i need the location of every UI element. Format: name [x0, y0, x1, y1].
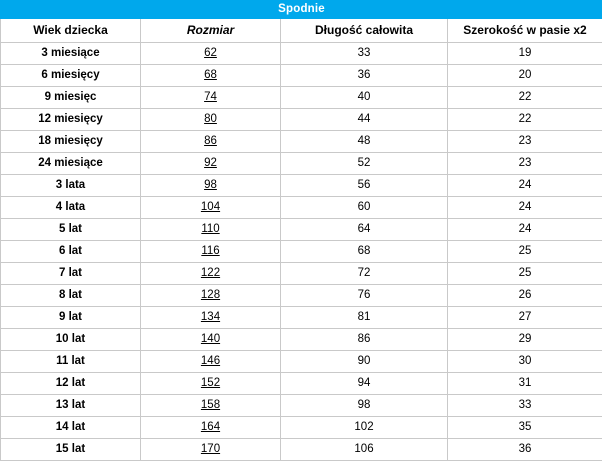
cell-waist: 26: [448, 285, 602, 307]
table-row: [1, 43, 602, 65]
column-header-size: Rozmiar: [141, 19, 281, 43]
cell-length: 94: [281, 373, 448, 395]
cell-size: 146: [141, 351, 281, 373]
cell-age: 6 lat: [1, 241, 141, 263]
cell-age: 7 lat: [1, 263, 141, 285]
cell-length: 60: [281, 197, 448, 219]
cell-size: 128: [141, 285, 281, 307]
cell-age: 6 miesięcy: [1, 65, 141, 87]
cell-length: 44: [281, 109, 448, 131]
cell-age: 8 lat: [1, 285, 141, 307]
table-row: [1, 263, 602, 285]
cell-waist: 24: [448, 219, 602, 241]
cell-waist: 24: [448, 197, 602, 219]
cell-age: 4 lata: [1, 197, 141, 219]
cell-waist: 22: [448, 87, 602, 109]
cell-waist: 35: [448, 417, 602, 439]
cell-waist: 25: [448, 263, 602, 285]
cell-size: 98: [141, 175, 281, 197]
cell-length: 72: [281, 263, 448, 285]
cell-size: 170: [141, 439, 281, 461]
cell-waist: 36: [448, 439, 602, 461]
column-header-waist: Szerokość w pasie x2: [448, 19, 602, 43]
cell-length: 102: [281, 417, 448, 439]
cell-waist: 33: [448, 395, 602, 417]
cell-length: 86: [281, 329, 448, 351]
table-row: [1, 285, 602, 307]
column-header-length: Długość całowita: [281, 19, 448, 43]
cell-waist: 31: [448, 373, 602, 395]
cell-size: 74: [141, 87, 281, 109]
cell-age: 15 lat: [1, 439, 141, 461]
cell-age: 9 lat: [1, 307, 141, 329]
cell-size: 86: [141, 131, 281, 153]
cell-length: 56: [281, 175, 448, 197]
table-row: [1, 329, 602, 351]
table-title-row: [1, 1, 602, 19]
cell-age: 10 lat: [1, 329, 141, 351]
table-row: [1, 109, 602, 131]
table-row: [1, 87, 602, 109]
cell-length: 64: [281, 219, 448, 241]
cell-length: 76: [281, 285, 448, 307]
cell-age: 12 miesięcy: [1, 109, 141, 131]
cell-length: 33: [281, 43, 448, 65]
cell-size: 116: [141, 241, 281, 263]
cell-waist: 27: [448, 307, 602, 329]
cell-size: 104: [141, 197, 281, 219]
cell-size: 80: [141, 109, 281, 131]
table-row: [1, 307, 602, 329]
cell-size: 110: [141, 219, 281, 241]
table-row: [1, 241, 602, 263]
cell-size: 140: [141, 329, 281, 351]
cell-length: 68: [281, 241, 448, 263]
cell-waist: 24: [448, 175, 602, 197]
table-row: [1, 373, 602, 395]
cell-size: 122: [141, 263, 281, 285]
cell-age: 24 miesiące: [1, 153, 141, 175]
cell-age: 3 miesiące: [1, 43, 141, 65]
cell-age: 3 lata: [1, 175, 141, 197]
cell-waist: 23: [448, 153, 602, 175]
table-row: [1, 153, 602, 175]
table-row: [1, 197, 602, 219]
cell-waist: 23: [448, 131, 602, 153]
cell-size: 62: [141, 43, 281, 65]
cell-waist: 19: [448, 43, 602, 65]
cell-age: 13 lat: [1, 395, 141, 417]
cell-size: 152: [141, 373, 281, 395]
cell-length: 36: [281, 65, 448, 87]
cell-length: 90: [281, 351, 448, 373]
column-header-age: Wiek dziecka: [1, 19, 141, 43]
cell-age: 14 lat: [1, 417, 141, 439]
table-row: [1, 395, 602, 417]
cell-size: 158: [141, 395, 281, 417]
cell-waist: 22: [448, 109, 602, 131]
cell-age: 9 miesięc: [1, 87, 141, 109]
cell-length: 106: [281, 439, 448, 461]
table-row: [1, 219, 602, 241]
cell-age: 11 lat: [1, 351, 141, 373]
cell-waist: 20: [448, 65, 602, 87]
table-title: Spodnie: [1, 1, 602, 19]
cell-size: 164: [141, 417, 281, 439]
cell-length: 98: [281, 395, 448, 417]
cell-size: 134: [141, 307, 281, 329]
table-row: [1, 417, 602, 439]
cell-size: 92: [141, 153, 281, 175]
cell-age: 18 miesięcy: [1, 131, 141, 153]
table-row: [1, 65, 602, 87]
cell-length: 52: [281, 153, 448, 175]
cell-waist: 25: [448, 241, 602, 263]
table-row: [1, 351, 602, 373]
cell-length: 48: [281, 131, 448, 153]
cell-length: 40: [281, 87, 448, 109]
table-row: [1, 175, 602, 197]
cell-waist: 30: [448, 351, 602, 373]
cell-waist: 29: [448, 329, 602, 351]
cell-size: 68: [141, 65, 281, 87]
cell-age: 5 lat: [1, 219, 141, 241]
table-row: [1, 439, 602, 461]
table-row: [1, 131, 602, 153]
table-header-row: [1, 19, 602, 43]
cell-length: 81: [281, 307, 448, 329]
cell-age: 12 lat: [1, 373, 141, 395]
